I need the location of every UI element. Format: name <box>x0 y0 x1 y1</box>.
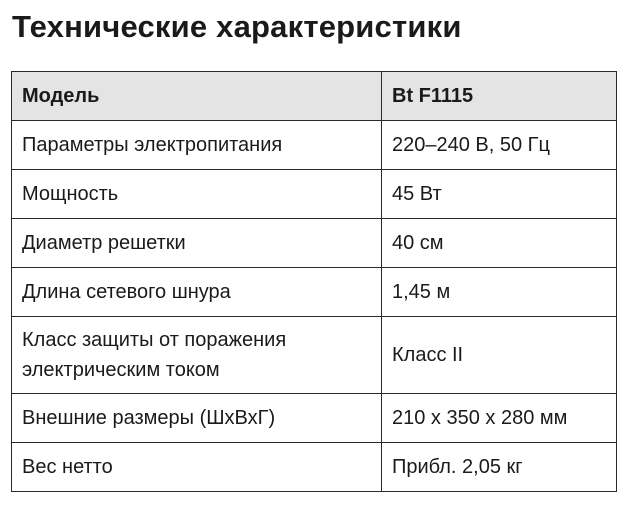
param-value-cell: 220–240 В, 50 Гц <box>382 121 617 170</box>
param-value-cell: Прибл. 2,05 кг <box>382 443 617 492</box>
param-value-cell: Класс II <box>382 317 617 394</box>
param-name-cell: Вес нетто <box>12 443 382 492</box>
model-value-cell: Bt F1115 <box>382 72 617 121</box>
param-name-cell: Параметры электропитания <box>12 121 382 170</box>
param-value-cell: 45 Вт <box>382 170 617 219</box>
table-row <box>12 121 617 170</box>
table-header-row <box>12 72 617 121</box>
param-name-cell: Длина сетевого шнура <box>12 268 382 317</box>
param-value-cell: 1,45 м <box>382 268 617 317</box>
param-name-cell: Внешние размеры (ШхВхГ) <box>12 394 382 443</box>
table-row <box>12 170 617 219</box>
param-name-cell: Диаметр решетки <box>12 219 382 268</box>
param-name-cell: Мощность <box>12 170 382 219</box>
table-row <box>12 219 617 268</box>
param-value-cell: 40 см <box>382 219 617 268</box>
table-row <box>12 268 617 317</box>
model-label-cell: Модель <box>12 72 382 121</box>
param-name-cell: Класс защиты от поражения электрическим током <box>12 317 382 394</box>
param-value-cell: 210 x 350 x 280 мм <box>382 394 617 443</box>
table-row <box>12 317 617 394</box>
spec-table <box>11 71 617 492</box>
page-title: Технические характеристики <box>12 9 462 44</box>
table-row <box>12 394 617 443</box>
table-row <box>12 443 617 492</box>
